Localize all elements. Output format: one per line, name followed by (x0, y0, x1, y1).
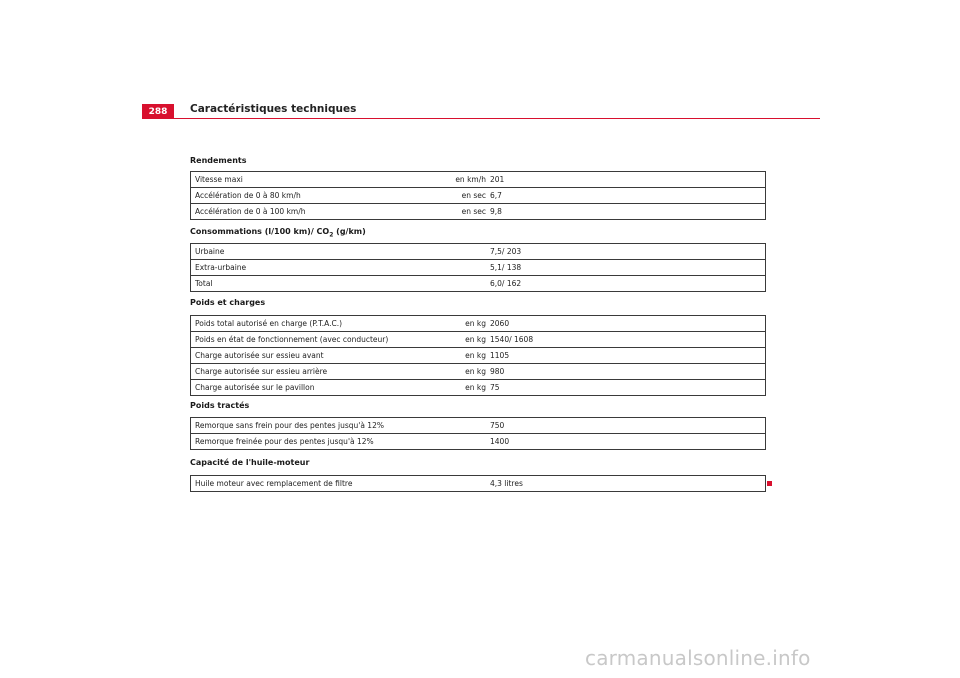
table-row (191, 260, 766, 276)
cell-value: 7,5/ 203 (486, 244, 766, 260)
watermark: carmanualsonline.info (585, 646, 811, 670)
cell-value: 2060 (486, 316, 766, 332)
cell-label: Charge autorisée sur le pavillon (191, 380, 436, 396)
cell-unit: en kg (435, 364, 486, 380)
cell-unit (435, 434, 486, 450)
cell-value: 5,1/ 138 (486, 260, 766, 276)
table-body (191, 418, 766, 450)
cell-unit: en sec (435, 204, 486, 220)
section-heading-huile: Capacité de l'huile-moteur (190, 458, 310, 467)
table-body (191, 172, 766, 220)
cell-value: 201 (486, 172, 766, 188)
section-heading-tractes: Poids tractés (190, 401, 250, 410)
section-heading-poids: Poids et charges (190, 298, 266, 307)
table-huile (190, 475, 766, 492)
cell-value: 1105 (486, 348, 766, 364)
table-body (191, 244, 766, 292)
cell-value: 6,7 (486, 188, 766, 204)
cell-value: 980 (486, 364, 766, 380)
table-row (191, 276, 766, 292)
cell-label: Charge autorisée sur essieu arrière (191, 364, 436, 380)
table-row (191, 316, 766, 332)
cell-value: 9,8 (486, 204, 766, 220)
table-row (191, 348, 766, 364)
cell-unit: en kg (435, 348, 486, 364)
cell-label: Charge autorisée sur essieu avant (191, 348, 436, 364)
cell-unit (435, 476, 486, 492)
cell-label: Urbaine (191, 244, 436, 260)
table-row (191, 380, 766, 396)
cell-unit (435, 244, 486, 260)
cell-label: Poids en état de fonctionnement (avec conducteur) (191, 332, 436, 348)
table-row (191, 244, 766, 260)
table-row (191, 364, 766, 380)
cell-value: 750 (486, 418, 766, 434)
cell-label: Accélération de 0 à 100 km/h (191, 204, 436, 220)
table-row (191, 204, 766, 220)
heading-subscript: 2 (329, 231, 334, 239)
table-consommations (190, 243, 766, 292)
cell-label: Remorque freinée pour des pentes jusqu'à 12% (191, 434, 436, 450)
cell-label: Extra-urbaine (191, 260, 436, 276)
cell-unit: en km/h (435, 172, 486, 188)
table-poids (190, 315, 766, 396)
cell-label: Huile moteur avec remplacement de filtre (191, 476, 436, 492)
cell-label: Total (191, 276, 436, 292)
table-row (191, 476, 766, 492)
heading-text-end: (g/km) (333, 227, 366, 236)
cell-label: Accélération de 0 à 80 km/h (191, 188, 436, 204)
cell-unit (435, 418, 486, 434)
cell-unit (435, 260, 486, 276)
cell-value: 1540/ 1608 (486, 332, 766, 348)
cell-unit: en kg (435, 316, 486, 332)
cell-value: 75 (486, 380, 766, 396)
cell-unit: en kg (435, 332, 486, 348)
end-of-section-marker (767, 481, 772, 486)
cell-unit (435, 276, 486, 292)
cell-label: Poids total autorisé en charge (P.T.A.C.) (191, 316, 436, 332)
table-body (191, 316, 766, 396)
section-heading-rendements: Rendements (190, 156, 247, 165)
table-row (191, 172, 766, 188)
table-row (191, 332, 766, 348)
header-divider (142, 118, 820, 119)
page-title: Caractéristiques techniques (190, 103, 357, 115)
cell-label: Remorque sans frein pour des pentes jusqu'à 12% (191, 418, 436, 434)
cell-value: 6,0/ 162 (486, 276, 766, 292)
table-body (191, 476, 766, 492)
table-row (191, 434, 766, 450)
cell-value: 4,3 litres (486, 476, 766, 492)
table-row (191, 418, 766, 434)
table-tractes (190, 417, 766, 450)
heading-text: Consommations (l/100 km)/ CO (190, 227, 330, 236)
page-number: 288 (142, 104, 174, 119)
section-heading-consommations (190, 227, 366, 239)
cell-label: Vitesse maxi (191, 172, 436, 188)
cell-value: 1400 (486, 434, 766, 450)
cell-unit: en sec (435, 188, 486, 204)
table-rendements (190, 171, 766, 220)
cell-unit: en kg (435, 380, 486, 396)
table-row (191, 188, 766, 204)
